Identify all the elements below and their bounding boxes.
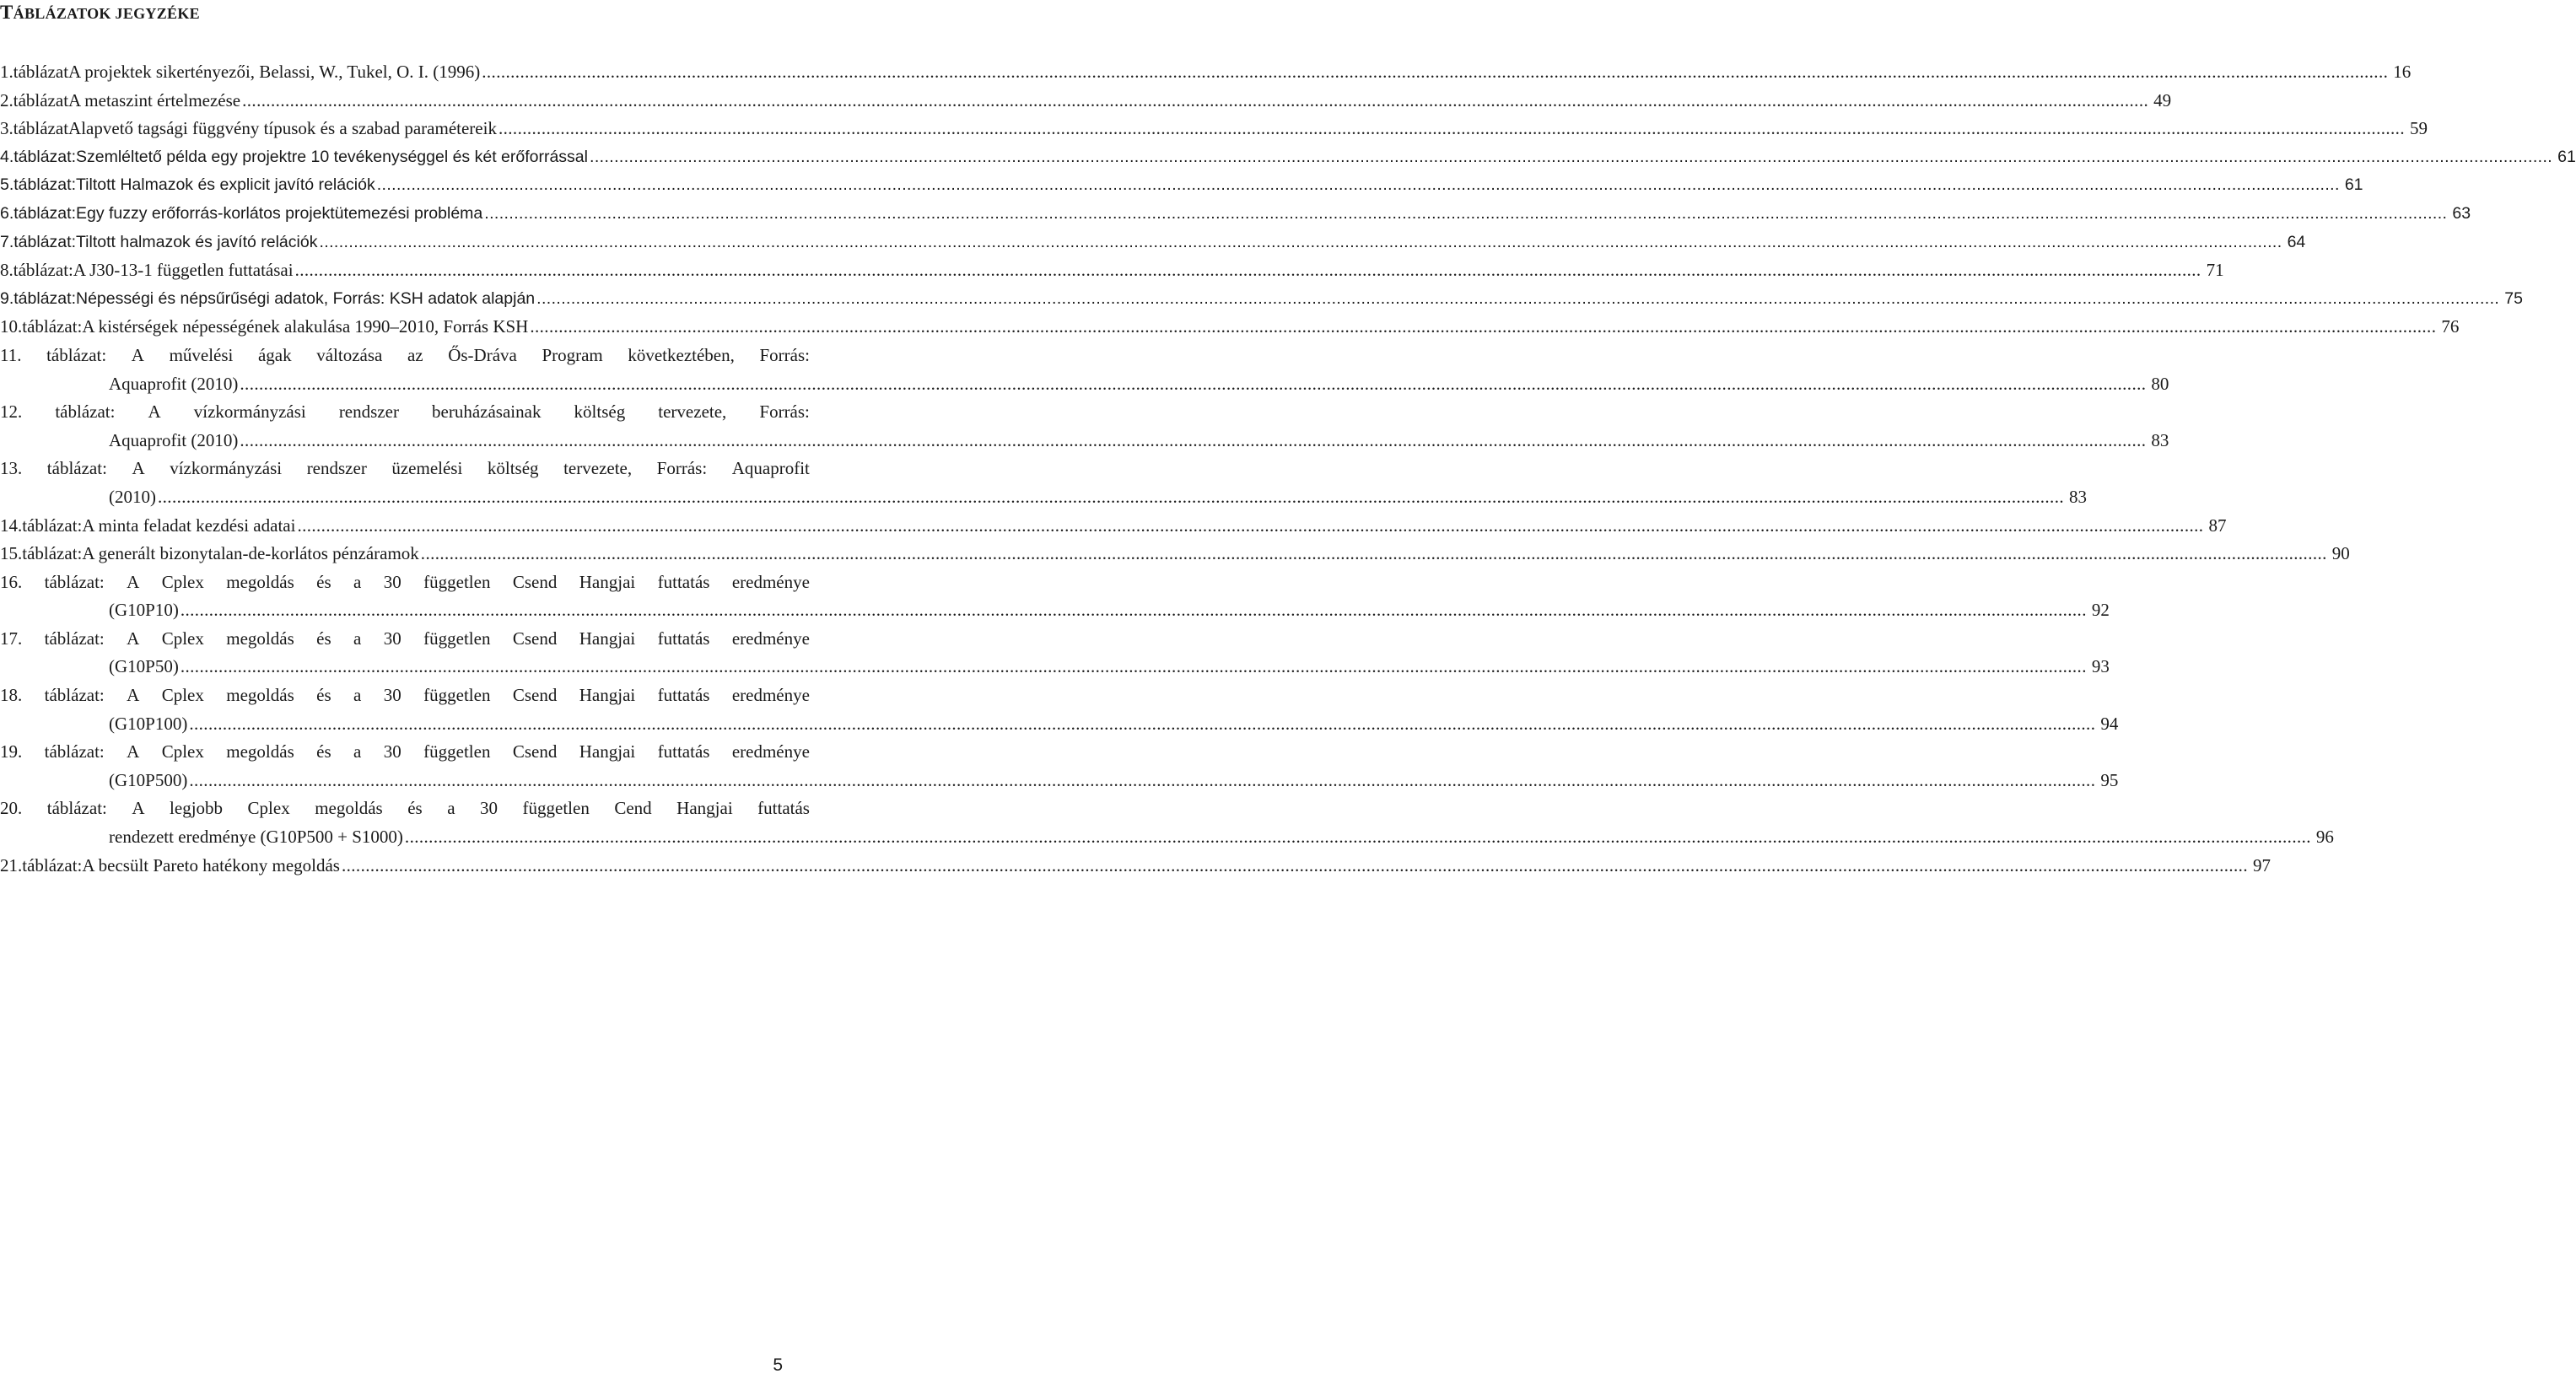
toc-entry-title-word: A <box>131 344 144 365</box>
toc-entry-page: 63 <box>2452 203 2471 223</box>
dot-leader: ................................................................................................................................................................................................................................................................................................................................................................................................................ <box>341 854 2248 875</box>
toc-entry-title-word: és <box>316 571 331 592</box>
toc-entry-title: A becsült Pareto hatékony megoldás <box>82 854 340 875</box>
toc-entry-label: táblázat: <box>22 854 83 875</box>
toc-entry-number: 15. <box>0 543 23 564</box>
toc-entry-page: 80 <box>2151 373 2169 394</box>
toc-entry-line <box>0 852 2271 881</box>
toc-entry-title-continued: Aquaprofit (2010) <box>109 373 239 394</box>
dot-leader: ................................................................................................................................................................................................................................................................................................................................................................................................................ <box>180 656 2087 677</box>
toc-entry[interactable] <box>0 200 2471 229</box>
toc-entry-number: 16. <box>0 571 23 592</box>
toc-entry-label: táblázat: <box>22 316 83 337</box>
toc-entry[interactable] <box>0 455 2087 511</box>
toc-entry-label: táblázat: <box>13 147 76 166</box>
toc-entry-title-word: a <box>353 571 362 592</box>
toc-entry-first-line <box>0 625 810 654</box>
toc-entry[interactable] <box>0 738 2119 795</box>
toc-entry-line <box>0 342 810 370</box>
toc-entry-line <box>0 398 810 427</box>
toc-entry-line <box>0 455 810 483</box>
toc-entry-line <box>0 540 2350 568</box>
toc-entry-page: 59 <box>2409 118 2428 139</box>
toc-entry-line <box>0 171 2363 200</box>
dot-leader: ................................................................................................................................................................................................................................................................................................................................................................................................................ <box>189 769 2096 790</box>
toc-entry-number: 18. <box>0 685 23 706</box>
toc-entry-page: 16 <box>2393 62 2412 82</box>
toc-entry-line <box>109 483 2087 512</box>
toc-entry-title-word: 30 <box>383 571 401 592</box>
toc-entry-title-word: költség <box>574 401 626 423</box>
page-title <box>0 0 200 26</box>
toc-entry-title: A J30-13-1 független futtatásai <box>73 260 294 281</box>
toc-entry-title: Szemléltető példa egy projektre 10 tevékenységgel és két erőforrással <box>75 147 588 166</box>
toc-entry-number: 10. <box>0 316 23 337</box>
toc-entry-title-word: művelési <box>169 344 234 365</box>
toc-entry-title-word: költség <box>487 458 539 479</box>
toc-entry-label: táblázat: <box>46 344 107 365</box>
toc-entry-title-word: futtatás <box>657 571 710 592</box>
toc-entry[interactable] <box>0 143 2576 172</box>
toc-entry-page: 61 <box>2557 147 2576 166</box>
toc-entry-label: táblázat <box>13 62 69 82</box>
toc-entry-title-word: 30 <box>383 741 401 762</box>
dot-leader: ................................................................................................................................................................................................................................................................................................................................................................................................................ <box>498 118 2405 139</box>
toc-entry-title-word: Cend <box>614 798 652 819</box>
toc-entry-title: A kistérségek népességének alakulása 1990–2010, Forrás KSH <box>82 316 529 337</box>
toc-entry-line <box>0 795 810 823</box>
toc-entry-title-word: megoldás <box>226 685 294 706</box>
dot-leader: ................................................................................................................................................................................................................................................................................................................................................................................................................ <box>530 316 2437 337</box>
toc-entry-line <box>109 823 2334 852</box>
toc-entry-title-word: Cplex <box>247 798 290 819</box>
toc-entry-title-word: megoldás <box>226 741 294 762</box>
toc-entry-title-word: a <box>353 685 362 706</box>
toc-entry-line <box>0 285 2523 314</box>
toc-entry-first-line <box>0 342 810 370</box>
toc-entry-number: 17. <box>0 628 23 649</box>
toc-entry[interactable] <box>0 568 2110 625</box>
toc-entry-number: 7. <box>0 232 14 251</box>
toc-entry-line <box>0 58 2412 87</box>
dot-leader: ................................................................................................................................................................................................................................................................................................................................................................................................................ <box>590 147 2553 166</box>
dot-leader: ................................................................................................................................................................................................................................................................................................................................................................................................................ <box>240 429 2147 450</box>
toc-entry-page: 90 <box>2331 543 2350 564</box>
toc-entry-label: táblázat: <box>46 798 107 819</box>
toc-entry-label: táblázat: <box>44 571 105 592</box>
toc-entry-label: táblázat: <box>44 628 105 649</box>
toc-entry-line <box>109 767 2119 795</box>
toc-entry-label: táblázat: <box>46 458 107 479</box>
toc-entry-number: 4. <box>0 147 14 166</box>
toc-entry-number: 11. <box>0 344 22 365</box>
toc-entry-title: Tiltott Halmazok és explicit javító relációk <box>75 175 375 195</box>
toc-entry-number: 13. <box>0 458 23 479</box>
toc-entry-title-word: az <box>407 344 423 365</box>
toc-entry-number: 6. <box>0 203 14 223</box>
dot-leader: ................................................................................................................................................................................................................................................................................................................................................................................................................ <box>189 713 2096 734</box>
dot-leader: ................................................................................................................................................................................................................................................................................................................................................................................................................ <box>319 232 2282 251</box>
toc-entry[interactable] <box>0 313 2460 342</box>
toc-entry-first-line <box>0 568 810 597</box>
toc-entry[interactable] <box>0 115 2428 143</box>
toc-entry[interactable] <box>0 171 2363 200</box>
toc-entry-title-word: ágak <box>257 344 292 365</box>
toc-entry-label: táblázat: <box>13 288 76 308</box>
toc-entry-title-continued: Aquaprofit (2010) <box>109 429 239 450</box>
toc-entry-label: táblázat: <box>13 232 76 251</box>
toc-entry-first-line <box>0 738 810 767</box>
toc-entry-title-word: eredménye <box>731 628 810 649</box>
toc-entry-title-word: független <box>423 571 491 592</box>
toc-entry-line <box>0 512 2227 541</box>
toc-entry-label: táblázat: <box>55 401 116 423</box>
toc-entry[interactable] <box>0 285 2523 314</box>
toc-entry-number: 8. <box>0 260 13 281</box>
toc-entry-title-word: futtatás <box>757 798 810 819</box>
toc-entry-line <box>0 625 810 654</box>
toc-entry-title-continued: rendezett eredménye (G10P500 + S1000) <box>109 827 403 848</box>
toc-entry-number: 14. <box>0 515 23 536</box>
title-initial: T <box>0 2 13 23</box>
table-of-tables <box>0 58 2576 880</box>
dot-leader: ................................................................................................................................................................................................................................................................................................................................................................................................................ <box>158 486 2064 507</box>
dot-leader: ................................................................................................................................................................................................................................................................................................................................................................................................................ <box>294 260 2201 281</box>
toc-entry-title: Tiltott halmazok és javító relációk <box>75 232 318 251</box>
toc-entry-label: táblázat: <box>22 543 83 564</box>
toc-entry-title: Népességi és népsűrűségi adatok, Forrás: KSH adatok alapján <box>75 288 536 308</box>
toc-entry-page: 83 <box>2069 486 2087 507</box>
toc-entry[interactable] <box>0 256 2224 285</box>
toc-entry-title-word: a <box>353 628 362 649</box>
toc-entry-title-word: legjobb <box>170 798 224 819</box>
toc-entry-line <box>0 682 810 710</box>
toc-entry-title-word: tervezete, <box>563 458 633 479</box>
toc-entry-title-word: megoldás <box>226 571 294 592</box>
toc-entry-page: 96 <box>2315 827 2334 848</box>
toc-entry-title-word: A <box>127 628 140 649</box>
toc-entry-title-word: független <box>423 685 491 706</box>
toc-entry-line <box>0 87 2172 116</box>
toc-entry[interactable] <box>0 398 2169 455</box>
toc-entry-page: 64 <box>2287 232 2306 251</box>
toc-entry-title-word: A <box>127 685 140 706</box>
dot-leader: ................................................................................................................................................................................................................................................................................................................................................................................................................ <box>482 62 2389 82</box>
toc-entry-title-word: változása <box>316 344 383 365</box>
toc-entry-title: A metaszint értelmezése <box>68 89 241 110</box>
toc-entry-title-continued: (G10P10) <box>109 600 179 621</box>
toc-entry-title-word: 30 <box>480 798 498 819</box>
toc-entry-title-word: vízkormányzási <box>170 458 283 479</box>
toc-entry-page: 76 <box>2441 316 2460 337</box>
toc-entry-page: 93 <box>2091 656 2110 677</box>
toc-entry-title-word: Hangjai <box>579 571 636 592</box>
dot-leader: ................................................................................................................................................................................................................................................................................................................................................................................................................ <box>242 89 2149 110</box>
toc-entry-title-word: futtatás <box>657 741 710 762</box>
toc-entry-title-word: vízkormányzási <box>193 401 306 423</box>
dot-leader: ................................................................................................................................................................................................................................................................................................................................................................................................................ <box>240 373 2147 394</box>
toc-entry-line <box>0 313 2460 342</box>
toc-entry-label: táblázat: <box>22 515 83 536</box>
toc-entry-title-word: futtatás <box>657 628 710 649</box>
dot-leader: ................................................................................................................................................................................................................................................................................................................................................................................................................ <box>484 203 2448 223</box>
toc-entry-title-word: Forrás: <box>759 344 810 365</box>
toc-entry-title: A generált bizonytalan-de-korlátos pénzáramok <box>82 543 419 564</box>
toc-entry-title-word: Hangjai <box>579 741 636 762</box>
toc-entry-label: táblázat <box>13 118 69 139</box>
title-rest: ÁBLÁZATOK JEGYZÉKE <box>13 5 200 22</box>
toc-entry[interactable] <box>0 795 2334 851</box>
toc-entry-page: 95 <box>2100 769 2119 790</box>
toc-entry-first-line <box>0 795 810 823</box>
toc-entry[interactable] <box>0 625 2110 682</box>
toc-entry[interactable] <box>0 58 2412 87</box>
toc-entry-line <box>0 200 2471 229</box>
toc-entry-first-line <box>0 398 810 427</box>
toc-entry-title-word: Forrás: <box>656 458 708 479</box>
toc-entry-title: A minta feladat kezdési adatai <box>82 515 296 536</box>
toc-entry-page: 83 <box>2151 429 2169 450</box>
toc-entry-title-word: eredménye <box>731 685 810 706</box>
toc-entry-line <box>109 427 2169 455</box>
toc-entry-label: táblázat: <box>13 175 76 195</box>
toc-entry-title-word: a <box>353 741 362 762</box>
toc-entry-title-word: Cplex <box>161 685 204 706</box>
toc-entry[interactable] <box>0 512 2227 541</box>
toc-entry[interactable] <box>0 342 2169 398</box>
toc-entry-title-word: Forrás: <box>759 401 810 423</box>
toc-entry[interactable] <box>0 87 2172 116</box>
toc-entry-title-word: független <box>522 798 590 819</box>
toc-entry[interactable] <box>0 852 2271 881</box>
toc-entry-label: táblázat: <box>13 260 73 281</box>
toc-entry-title-word: és <box>316 741 331 762</box>
toc-entry-number: 20. <box>0 798 23 819</box>
toc-entry-number: 9. <box>0 288 14 308</box>
toc-entry-title-word: független <box>423 628 491 649</box>
toc-entry-label: táblázat: <box>44 741 105 762</box>
toc-entry-page: 87 <box>2208 515 2227 536</box>
toc-entry-page: 49 <box>2153 89 2172 110</box>
toc-entry-title: A projektek sikertényezői, Belassi, W., Tukel, O. I. (1996) <box>68 62 481 82</box>
toc-entry-page: 92 <box>2091 600 2110 621</box>
toc-entry[interactable] <box>0 682 2119 738</box>
toc-entry-first-line <box>0 682 810 710</box>
toc-entry-title-word: megoldás <box>226 628 294 649</box>
toc-entry-title-word: Cplex <box>161 741 204 762</box>
toc-entry-title-word: és <box>316 628 331 649</box>
toc-entry-title-word: A <box>132 798 145 819</box>
toc-entry-page: 94 <box>2100 713 2119 734</box>
dot-leader: ................................................................................................................................................................................................................................................................................................................................................................................................................ <box>180 600 2087 621</box>
toc-entry-line <box>0 568 810 597</box>
toc-entry-title-word: Csend <box>512 685 558 706</box>
toc-entry-title-word: A <box>127 571 140 592</box>
toc-entry-title-word: 30 <box>383 685 401 706</box>
toc-entry-number: 21. <box>0 854 23 875</box>
toc-entry-line <box>0 229 2306 257</box>
toc-entry-number: 12. <box>0 401 23 423</box>
toc-entry-page: 71 <box>2206 260 2224 281</box>
toc-entry-number: 1. <box>0 62 13 82</box>
toc-entry-title-word: Program <box>542 344 603 365</box>
toc-entry[interactable] <box>0 229 2306 257</box>
toc-entry-title-continued: (2010) <box>109 486 156 507</box>
toc-entry-title-word: futtatás <box>657 685 710 706</box>
toc-entry-line <box>109 370 2169 399</box>
toc-entry-title: Egy fuzzy erőforrás-korlátos projektütemezési probléma <box>75 203 483 223</box>
toc-entry-number: 2. <box>0 89 13 110</box>
toc-entry-title-word: beruházásainak <box>432 401 542 423</box>
toc-entry-title-continued: (G10P50) <box>109 656 179 677</box>
dot-leader: ................................................................................................................................................................................................................................................................................................................................................................................................................ <box>404 827 2311 848</box>
toc-entry-line <box>0 143 2576 172</box>
dot-leader: ................................................................................................................................................................................................................................................................................................................................................................................................................ <box>376 175 2340 195</box>
toc-entry-first-line <box>0 455 810 483</box>
toc-entry-title-word: Hangjai <box>579 685 636 706</box>
toc-entry-title-word: Aquaprofit <box>731 458 810 479</box>
toc-entry-title-word: tervezete, <box>658 401 727 423</box>
toc-entry-page: 97 <box>2252 854 2271 875</box>
toc-entry-title-continued: (G10P500) <box>109 769 188 790</box>
page-number: 5 <box>773 1355 783 1375</box>
toc-entry-title-word: és <box>316 685 331 706</box>
dot-leader: ................................................................................................................................................................................................................................................................................................................................................................................................................ <box>420 543 2327 564</box>
toc-entry-title-word: a <box>447 798 455 819</box>
toc-entry-title-word: Hangjai <box>676 798 733 819</box>
toc-entry-title-word: üzemelési <box>391 458 463 479</box>
toc-entry-title-word: Csend <box>512 628 558 649</box>
toc-entry-line <box>0 115 2428 143</box>
toc-entry-title-word: Cplex <box>161 571 204 592</box>
toc-entry-line <box>0 256 2224 285</box>
toc-entry-title-word: eredménye <box>731 571 810 592</box>
toc-entry-number: 3. <box>0 118 13 139</box>
toc-entry-page: 75 <box>2504 288 2523 308</box>
toc-entry-title-word: Csend <box>512 571 558 592</box>
toc-entry-line <box>109 653 2110 682</box>
toc-entry-title-word: Hangjai <box>579 628 636 649</box>
toc-entry-title-word: Ős-Dráva <box>448 344 517 365</box>
toc-entry-title-word: megoldás <box>315 798 383 819</box>
toc-entry-title-word: rendszer <box>306 458 367 479</box>
toc-entry-title-word: 30 <box>383 628 401 649</box>
toc-entry-title-word: rendszer <box>338 401 399 423</box>
toc-entry-title-word: független <box>423 741 491 762</box>
toc-entry-label: táblázat: <box>44 685 105 706</box>
toc-entry-title-word: A <box>127 741 140 762</box>
toc-entry-label: táblázat <box>13 89 69 110</box>
toc-entry-title-word: Csend <box>512 741 558 762</box>
toc-entry-title-word: eredménye <box>731 741 810 762</box>
toc-entry-title-continued: (G10P100) <box>109 713 188 734</box>
toc-entry-title-word: következtében, <box>628 344 735 365</box>
toc-entry-title-word: és <box>407 798 423 819</box>
toc-entry-title-word: Cplex <box>161 628 204 649</box>
dot-leader: ................................................................................................................................................................................................................................................................................................................................................................................................................ <box>536 288 2500 308</box>
toc-entry-title-word: A <box>148 401 161 423</box>
toc-entry-label: táblázat: <box>13 203 76 223</box>
toc-entry-line <box>109 596 2110 625</box>
toc-entry-page: 61 <box>2344 175 2363 195</box>
toc-entry-title-word: A <box>132 458 145 479</box>
toc-entry-number: 19. <box>0 741 23 762</box>
toc-entry-number: 5. <box>0 175 14 195</box>
toc-entry[interactable] <box>0 540 2350 568</box>
toc-entry-line <box>109 710 2119 739</box>
dot-leader: ................................................................................................................................................................................................................................................................................................................................................................................................................ <box>297 515 2204 536</box>
toc-entry-title: Alapvető tagsági függvény típusok és a szabad paramétereik <box>68 118 497 139</box>
toc-entry-line <box>0 738 810 767</box>
